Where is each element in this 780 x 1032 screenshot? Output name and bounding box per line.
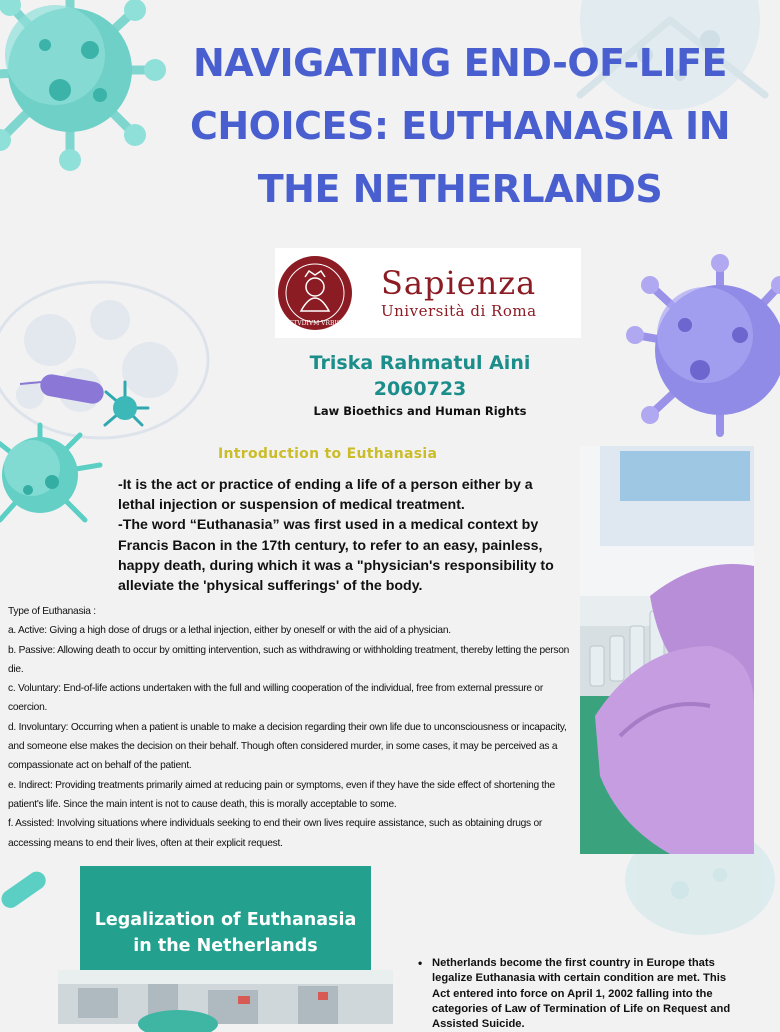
page-title (165, 32, 755, 221)
university-wordmark (381, 265, 537, 321)
title-line-3: THE NETHERLANDS (257, 167, 663, 211)
author-name: Triska Rahmatul Aini (309, 352, 531, 374)
title-line-1: NAVIGATING END-OF-LIFE (192, 41, 728, 85)
intro-paragraph: -It is the act or practice of ending a life of a person either by a lethal injection or suspension of medical treatment. (118, 477, 533, 514)
legalization-heading: Legalization of Euthanasia (94, 910, 357, 930)
virus-illustration-icon (610, 255, 780, 435)
university-logo (275, 248, 581, 338)
type-item: f. Assisted: Involving situations where individuals seeking to end their own lives require assistance, such as obtaining drugs or accessing means to end their lives, often at their explicit request. (8, 818, 543, 849)
legalization-heading: in the Netherlands (133, 936, 318, 956)
intro-heading: Introduction to Euthanasia (218, 446, 438, 462)
types-heading: Type of Euthanasia : (8, 606, 96, 617)
hospital-photo (58, 970, 393, 1024)
type-item: a. Active: Giving a high dose of drugs or a lethal injection, either by oneself or with the aid of a physician. (8, 625, 451, 637)
university-name: Sapienza (381, 264, 537, 302)
virus-illustration-icon (610, 860, 770, 940)
virus-illustration-icon (0, 0, 170, 170)
list-item: • Netherlands become the first country in Europe thats legalize Euthanasia with certain condition are met. This Act entered into force on April 1, 2002 falling into the categories of Law of Termination of Life on Request and Assisted Suicide. (418, 956, 738, 1032)
lab-photo (580, 446, 754, 854)
euthanasia-types (8, 602, 580, 853)
university-subtitle: Università di Roma (381, 302, 537, 320)
type-item: d. Involuntary: Occurring when a patient is unable to make a decision regarding their own life due to unconsciousness or incapacity, and someone else makes the decision on their behalf. Though often considered murder, in some cases, it may be perceived as a compassionate act on behalf of the patient. (8, 721, 567, 772)
intro-paragraph: -The word “Euthanasia” was first used in a medical context by Francis Bacon in the 17th century, to refer to an easy, painless, happy death, during which it was a "physician's responsibility to alleviate the 'physical sufferings' of the body. (118, 517, 554, 595)
legalization-heading-box (80, 866, 371, 970)
student-id: 2060723 (373, 378, 467, 400)
author-block (270, 350, 570, 420)
legalization-bullets (418, 956, 738, 1032)
type-item: c. Voluntary: End-of-life actions undertaken with the full and willing cooperation of the individual, free from external pressure or coercion. (8, 683, 543, 714)
title-line-2: CHOICES: EUTHANASIA IN (189, 104, 731, 148)
type-item: b. Passive: Allowing death to occur by omitting intervention, such as withdrawing or withholding treatment, thereby letting the person die. (8, 644, 570, 675)
intro-text (118, 475, 570, 596)
course-name: Law Bioethics and Human Rights (313, 404, 527, 418)
bacteria-icon (0, 860, 55, 920)
type-item: e. Indirect: Providing treatments primarily aimed at reducing pain or symptoms, even if they have the side effect of shortening the patient's life. Since the main intent is not to cause death, this is morally acceptable to some. (8, 779, 555, 810)
university-seal-icon (277, 255, 353, 331)
svg-text:STVDIVM VRBIS: STVDIVM VRBIS (289, 320, 341, 327)
virus-illustration-icon (0, 420, 110, 530)
